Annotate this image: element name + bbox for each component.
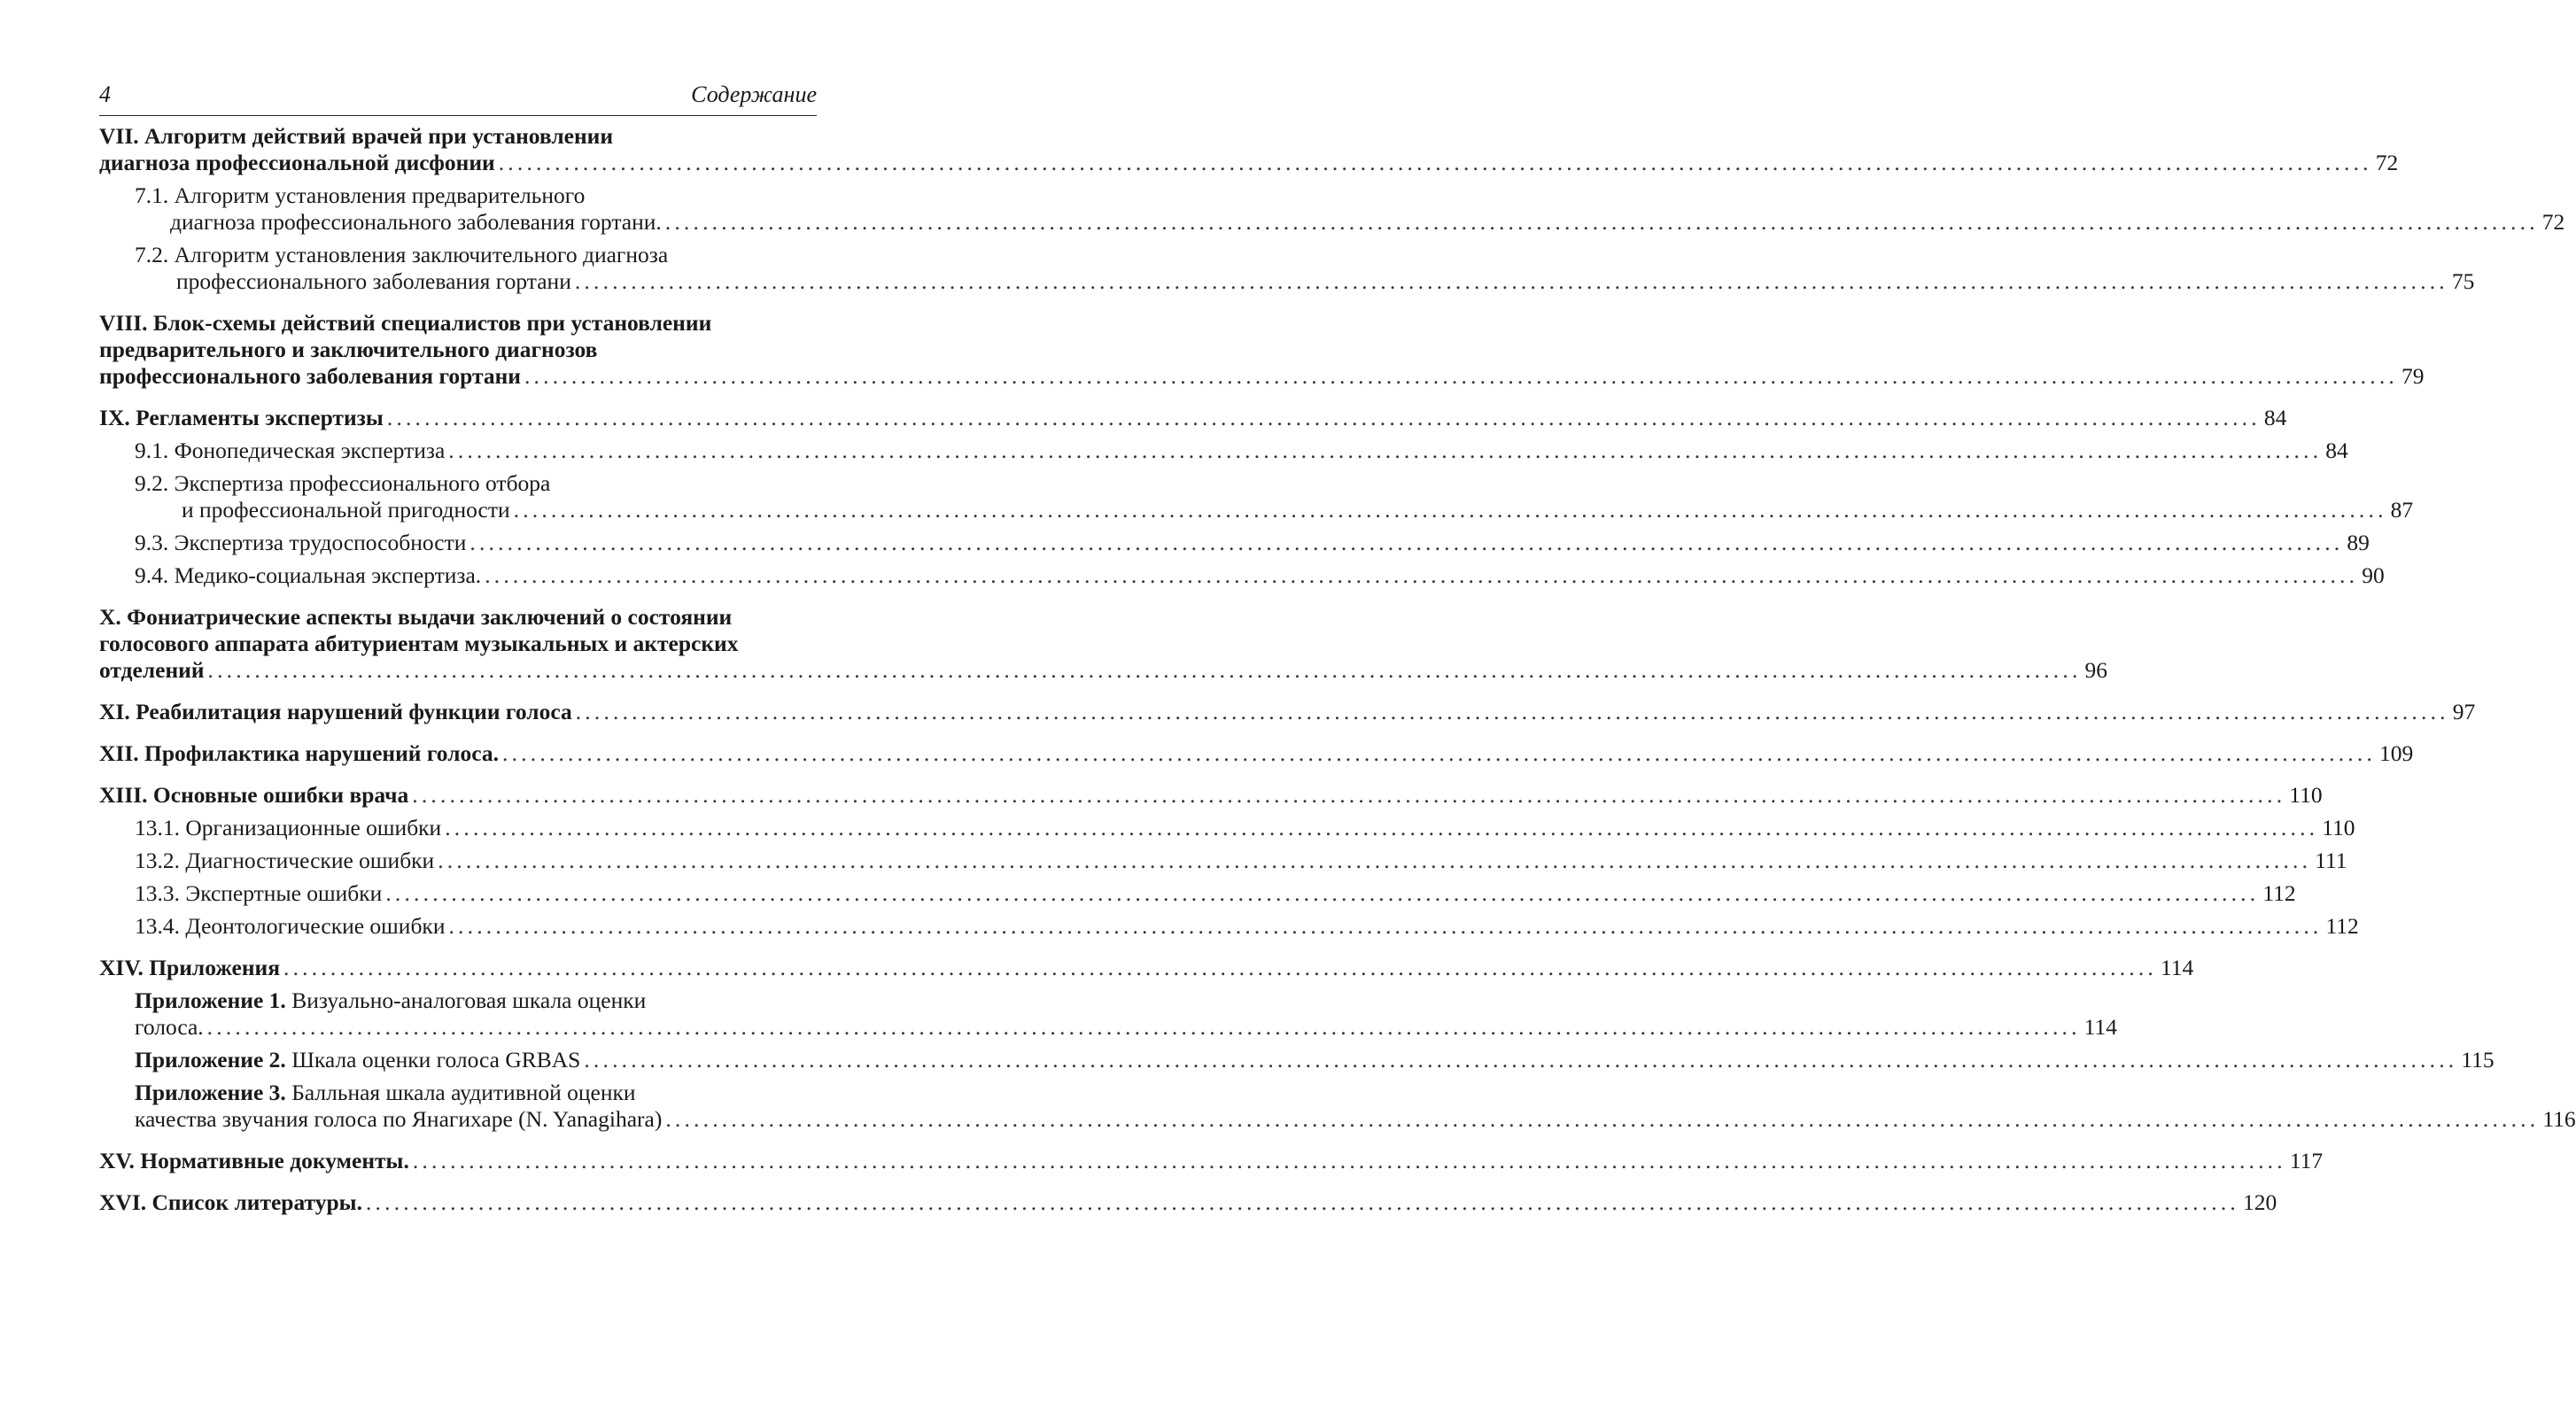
toc-entry-line: диагноза профессиональной дисфонии (99, 150, 495, 175)
dot-leader: ........................................................................................................................................................................................................ (524, 363, 2398, 389)
appendix-label: Приложение 3. (135, 1080, 286, 1105)
toc-page-number: 79 (2401, 363, 2425, 389)
dot-leader: ........................................................................................................................................................................................................ (502, 740, 2377, 766)
toc-entry-appendix-3[interactable] (99, 1080, 2576, 1133)
dot-leader: ........................................................................................................................................................................................................ (575, 699, 2449, 724)
toc-page-number: 75 (2451, 268, 2475, 294)
toc-entry-line: 13.4. Деонтологические ошибки (135, 913, 446, 939)
toc-entry-line: XII. Профилактика нарушений голоса. (99, 740, 500, 766)
toc-entry-line: Шкала оценки голоса GRBAS (285, 1047, 581, 1072)
toc-page-number: 117 (2289, 1148, 2324, 1173)
toc-entry-line: и профессиональной пригодности (182, 497, 510, 523)
toc-entry-line: 9.2. Экспертиза профессионального отбора (135, 470, 551, 496)
toc-entry-line: Визуально-аналоговая шкала оценки (285, 987, 647, 1013)
toc-entry-line: профессионального заболевания гортани (176, 268, 571, 294)
toc-entry-appendix-1[interactable] (99, 987, 2117, 1041)
toc-page-number: 72 (2375, 150, 2399, 175)
page-header (99, 81, 817, 116)
toc-entry-9-3[interactable] (99, 530, 2370, 556)
dot-leader: ........................................................................................................................................................................................................ (385, 880, 2260, 906)
dot-leader: ........................................................................................................................................................................................................ (283, 955, 2157, 980)
toc-page-number: 110 (2289, 782, 2323, 808)
dot-leader: ........................................................................................................................................................................................................ (438, 848, 2312, 873)
document-page (99, 81, 2576, 1216)
dot-leader: ........................................................................................................................................................................................................ (365, 1189, 2239, 1215)
toc-entry-line: XIII. Основные ошибки врача (99, 782, 409, 808)
toc-page-number: 87 (2390, 497, 2414, 523)
dot-leader: ........................................................................................................................................................................................................ (574, 268, 2448, 294)
dot-leader: ........................................................................................................................................................................................................ (448, 437, 2323, 463)
dot-leader: ........................................................................................................................................................................................................ (584, 1047, 2458, 1072)
toc-entry-ix[interactable] (99, 405, 2287, 431)
toc-entry-line: XIV. Приложения (99, 955, 280, 980)
dot-leader: ........................................................................................................................................................................................................ (513, 497, 2387, 523)
toc-page-number: 112 (2262, 880, 2296, 906)
toc-entry-line: голосового аппарата абитуриентам музыкальных и актерских (99, 631, 739, 656)
toc-page-number: 89 (2347, 530, 2370, 555)
dot-leader: ........................................................................................................................................................................................................ (445, 815, 2319, 840)
dot-leader: ........................................................................................................................................................................................................ (207, 657, 2082, 683)
toc-entry-xiii[interactable] (99, 782, 2323, 809)
toc-entry-line: 13.3. Экспертные ошибки (135, 880, 383, 906)
toc-page-number: 116 (2542, 1106, 2576, 1132)
toc-page-number: 114 (2161, 955, 2194, 980)
dot-leader: ........................................................................................................................................................................................................ (412, 782, 2286, 808)
dot-leader: ........................................................................................................................................................................................................ (665, 1106, 2540, 1132)
toc-entry-9-4[interactable] (99, 562, 2385, 589)
toc-page-number: 96 (2084, 657, 2108, 683)
toc-entry-appendix-2[interactable] (99, 1047, 2495, 1073)
toc-page-number: 90 (2362, 562, 2385, 588)
toc-entry-line: 13.1. Организационные ошибки (135, 815, 442, 840)
toc-page-number: 120 (2242, 1189, 2277, 1215)
dot-leader: ........................................................................................................................................................................................................ (448, 913, 2323, 939)
toc-entry-line: 13.2. Диагностические ошибки (135, 848, 435, 873)
toc-entry-13-1[interactable] (99, 815, 2355, 841)
toc-entry-line: X. Фониатрические аспекты выдачи заключений о состоянии (99, 604, 733, 630)
toc-entry-line: качества звучания голоса по Янагихаре (N. Yanagihara) (135, 1106, 663, 1132)
toc-entry-viii[interactable] (99, 310, 2425, 390)
dot-leader: ........................................................................................................................................................................................................ (498, 150, 2372, 175)
toc-page-number: 84 (2325, 437, 2348, 463)
toc-entry-line: 7.1. Алгоритм установления предварительного (135, 182, 586, 208)
toc-page-number: 111 (2315, 848, 2347, 873)
toc-page-number: 109 (2379, 740, 2414, 766)
toc-entry-line: 7.2. Алгоритм установления заключительного диагноза (135, 242, 669, 267)
toc-entry-line: предварительного и заключительного диагнозов (99, 337, 598, 362)
toc-entry-9-2[interactable] (99, 470, 2414, 523)
toc-entry-xi[interactable] (99, 699, 2476, 725)
toc-entry-line: голоса. (135, 1014, 204, 1040)
toc-entry-7-2[interactable] (99, 242, 2475, 295)
toc-entry-line: 9.1. Фонопедическая экспертиза (135, 437, 446, 463)
appendix-label: Приложение 1. (135, 987, 286, 1013)
dot-leader: ........................................................................................................................................................................................................ (469, 530, 2344, 555)
toc-entry-13-4[interactable] (99, 913, 2359, 940)
toc-entry-line: 9.4. Медико-социальная экспертиза. (135, 562, 482, 588)
toc-entry-line: профессионального заболевания гортани (99, 363, 521, 389)
toc-entry-line: IX. Регламенты экспертизы (99, 405, 384, 430)
dot-leader: ........................................................................................................................................................................................................ (664, 209, 2539, 235)
toc-entry-xiv[interactable] (99, 955, 2194, 981)
toc-page-number: 115 (2461, 1047, 2495, 1072)
dot-leader: ........................................................................................................................................................................................................ (206, 1014, 2081, 1040)
toc-entry-13-3[interactable] (99, 880, 2296, 907)
toc-entry-xvi[interactable] (99, 1189, 2277, 1216)
toc-entry-9-1[interactable] (99, 437, 2348, 464)
toc-page-number: 97 (2452, 699, 2476, 724)
toc-entry-x[interactable] (99, 604, 2108, 684)
toc-entry-xii[interactable] (99, 740, 2414, 767)
toc-page-number: 110 (2322, 815, 2355, 840)
toc-page-number: 112 (2325, 913, 2359, 939)
toc-entry-line: диагноза профессионального заболевания гортани. (170, 209, 662, 235)
dot-leader: ........................................................................................................................................................................................................ (412, 1148, 2286, 1173)
toc-entry-line: 9.3. Экспертиза трудоспособности (135, 530, 467, 555)
toc-page-number: 84 (2263, 405, 2287, 430)
toc-entry-7-1[interactable] (99, 182, 2565, 236)
toc-entry-line: VIII. Блок-схемы действий специалистов при установлении (99, 310, 712, 336)
appendix-label: Приложение 2. (135, 1047, 286, 1072)
dot-leader: ........................................................................................................................................................................................................ (386, 405, 2261, 430)
toc-entry-line: VII. Алгоритм действий врачей при установлении (99, 123, 614, 149)
toc-entry-line: XVI. Список литературы. (99, 1189, 362, 1215)
toc-entry-line: Балльная шкала аудитивной оценки (285, 1080, 636, 1105)
toc-entry-line: XV. Нормативные документы. (99, 1148, 409, 1173)
running-title: Содержание (691, 81, 817, 107)
toc-entry-line: отделений (99, 657, 205, 683)
toc-page-number: 72 (2541, 209, 2565, 235)
dot-leader: ........................................................................................................................................................................................................ (485, 562, 2359, 588)
table-of-contents (99, 123, 2576, 1216)
toc-page-number: 114 (2083, 1014, 2117, 1040)
toc-entry-line: XI. Реабилитация нарушений функции голоса (99, 699, 572, 724)
toc-entry-xv[interactable] (99, 1148, 2324, 1174)
toc-entry-vii[interactable] (99, 123, 2399, 176)
page-number: 4 (99, 81, 111, 107)
toc-entry-13-2[interactable] (99, 848, 2347, 874)
